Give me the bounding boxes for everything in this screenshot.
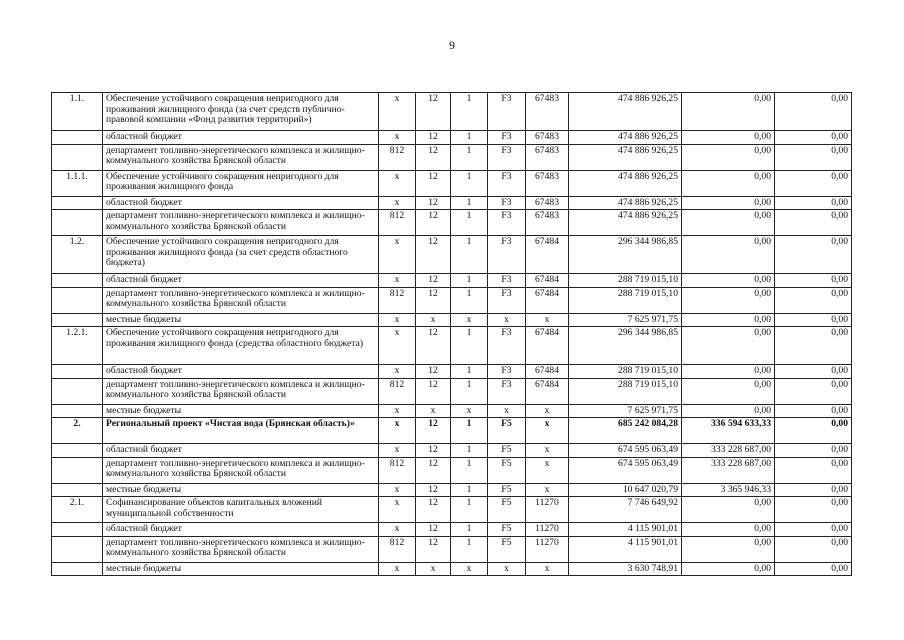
expense-code-cell: 67483 — [526, 144, 569, 170]
expense-code-cell: 67484 — [526, 236, 569, 274]
section-code-cell: 12 — [416, 287, 451, 313]
amount-2-cell: 333 228 687,00 — [682, 444, 775, 458]
row-name-cell: департамент топливно-энергетического комплекса и жилищно-коммунального хозяйства Брянской области — [103, 457, 379, 483]
amount-3-cell: 0,00 — [775, 236, 852, 274]
row-number-cell — [52, 144, 103, 170]
subsection-code-cell: 1 — [451, 365, 488, 379]
row-name-cell: Софинансирование объектов капитальных вложений муниципальной собственности — [103, 497, 379, 523]
amount-1-cell: 685 242 084,28 — [569, 418, 682, 444]
expense-code-cell: 67484 — [526, 274, 569, 288]
amount-1-cell: 288 719 015,10 — [569, 287, 682, 313]
amount-1-cell: 288 719 015,10 — [569, 274, 682, 288]
target-code-cell: F3 — [488, 274, 526, 288]
section-code-cell: 12 — [416, 131, 451, 145]
amount-3-cell: 0,00 — [775, 418, 852, 444]
amount-1-cell: 3 630 748,91 — [569, 562, 682, 576]
amount-3-cell: 0,00 — [775, 274, 852, 288]
amount-2-cell: 333 228 687,00 — [682, 457, 775, 483]
section-code-cell: 12 — [416, 365, 451, 379]
target-code-cell: F3 — [488, 170, 526, 196]
subsection-code-cell: 1 — [451, 523, 488, 537]
row-name-cell: областной бюджет — [103, 365, 379, 379]
target-code-cell: х — [488, 313, 526, 327]
row-number-cell — [52, 444, 103, 458]
row-number-cell — [52, 287, 103, 313]
table-row — [52, 327, 852, 365]
table-row — [52, 313, 852, 327]
subsection-code-cell: 1 — [451, 93, 488, 131]
amount-2-cell: 0,00 — [682, 365, 775, 379]
amount-2-cell: 0,00 — [682, 170, 775, 196]
amount-1-cell: 7 746 649,92 — [569, 497, 682, 523]
row-name-cell: департамент топливно-энергетического комплекса и жилищно-коммунального хозяйства Брянской области — [103, 144, 379, 170]
target-code-cell: F3 — [488, 327, 526, 365]
section-code-cell: 12 — [416, 457, 451, 483]
grbs-code-cell: 812 — [379, 536, 416, 562]
subsection-code-cell: 1 — [451, 497, 488, 523]
row-number-cell — [52, 274, 103, 288]
section-code-cell: х — [416, 404, 451, 418]
subsection-code-cell: 1 — [451, 536, 488, 562]
expense-code-cell: 67484 — [526, 327, 569, 365]
subsection-code-cell: х — [451, 404, 488, 418]
expense-code-cell: 67484 — [526, 378, 569, 404]
amount-2-cell: 0,00 — [682, 287, 775, 313]
subsection-code-cell: 1 — [451, 236, 488, 274]
amount-3-cell: 0,00 — [775, 536, 852, 562]
target-code-cell: F3 — [488, 236, 526, 274]
row-number-cell: 2. — [52, 418, 103, 444]
expense-code-cell: 67483 — [526, 93, 569, 131]
row-name-cell: Обеспечение устойчивого сокращения непригодного для проживания жилищного фонда — [103, 170, 379, 196]
section-code-cell: 12 — [416, 274, 451, 288]
page-number: 9 — [449, 38, 455, 52]
grbs-code-cell: х — [379, 444, 416, 458]
grbs-code-cell: х — [379, 313, 416, 327]
row-name-cell: департамент топливно-энергетического комплекса и жилищно-коммунального хозяйства Брянской области — [103, 210, 379, 236]
subsection-code-cell: х — [451, 562, 488, 576]
row-number-cell — [52, 196, 103, 210]
row-number-cell: 1.1. — [52, 93, 103, 131]
row-name-cell: местные бюджеты — [103, 404, 379, 418]
row-name-cell: Обеспечение устойчивого сокращения непригодного для проживания жилищного фонда (за счет средств публично-правовой компании «Фонд развития территорий») — [103, 93, 379, 131]
subsection-code-cell: 1 — [451, 483, 488, 497]
expense-code-cell: х — [526, 483, 569, 497]
section-code-cell: 12 — [416, 418, 451, 444]
grbs-code-cell: х — [379, 483, 416, 497]
amount-3-cell: 0,00 — [775, 365, 852, 379]
row-number-cell — [52, 131, 103, 145]
row-name-cell: местные бюджеты — [103, 313, 379, 327]
amount-1-cell: 10 647 020,79 — [569, 483, 682, 497]
row-number-cell — [52, 365, 103, 379]
section-code-cell: х — [416, 562, 451, 576]
table-row — [52, 170, 852, 196]
grbs-code-cell: х — [379, 170, 416, 196]
expense-code-cell: 67484 — [526, 287, 569, 313]
target-code-cell: F3 — [488, 144, 526, 170]
row-number-cell — [52, 210, 103, 236]
expense-code-cell: 67483 — [526, 131, 569, 145]
grbs-code-cell: х — [379, 523, 416, 537]
table-row — [52, 418, 852, 444]
grbs-code-cell: х — [379, 365, 416, 379]
section-code-cell: 12 — [416, 170, 451, 196]
table-row — [52, 523, 852, 537]
table-row — [52, 93, 852, 131]
row-name-cell: областной бюджет — [103, 196, 379, 210]
expense-code-cell: 11270 — [526, 523, 569, 537]
amount-1-cell: 296 344 986,85 — [569, 236, 682, 274]
amount-1-cell: 474 886 926,25 — [569, 131, 682, 145]
amount-2-cell: 0,00 — [682, 93, 775, 131]
expense-code-cell: х — [526, 562, 569, 576]
row-name-cell: Обеспечение устойчивого сокращения непригодного для проживания жилищного фонда (средства областного бюджета) — [103, 327, 379, 365]
section-code-cell: 12 — [416, 378, 451, 404]
section-code-cell: 12 — [416, 497, 451, 523]
grbs-code-cell: 812 — [379, 287, 416, 313]
subsection-code-cell: 1 — [451, 196, 488, 210]
row-number-cell — [52, 457, 103, 483]
budget-table — [51, 92, 852, 576]
amount-3-cell: 0,00 — [775, 144, 852, 170]
expense-code-cell: 67484 — [526, 365, 569, 379]
table-row — [52, 196, 852, 210]
section-code-cell: 12 — [416, 93, 451, 131]
table-row — [52, 210, 852, 236]
amount-2-cell: 0,00 — [682, 536, 775, 562]
grbs-code-cell: х — [379, 327, 416, 365]
amount-3-cell: 0,00 — [775, 131, 852, 145]
target-code-cell: х — [488, 562, 526, 576]
row-number-cell: 2.1. — [52, 497, 103, 523]
target-code-cell: F3 — [488, 196, 526, 210]
table-row — [52, 378, 852, 404]
target-code-cell: х — [488, 404, 526, 418]
row-name-cell: местные бюджеты — [103, 562, 379, 576]
amount-3-cell: 0,00 — [775, 313, 852, 327]
amount-1-cell: 474 886 926,25 — [569, 93, 682, 131]
grbs-code-cell: х — [379, 418, 416, 444]
table-row — [52, 144, 852, 170]
amount-3-cell: 0,00 — [775, 523, 852, 537]
row-number-cell — [52, 483, 103, 497]
amount-1-cell: 296 344 986,85 — [569, 327, 682, 365]
grbs-code-cell: 812 — [379, 144, 416, 170]
amount-2-cell: 0,00 — [682, 274, 775, 288]
table-row — [52, 457, 852, 483]
expense-code-cell: х — [526, 313, 569, 327]
expense-code-cell: 11270 — [526, 497, 569, 523]
amount-3-cell: 0,00 — [775, 444, 852, 458]
row-name-cell: областной бюджет — [103, 523, 379, 537]
section-code-cell: 12 — [416, 523, 451, 537]
expense-code-cell: х — [526, 404, 569, 418]
amount-2-cell: 0,00 — [682, 523, 775, 537]
subsection-code-cell: 1 — [451, 274, 488, 288]
row-number-cell: 1.1.1. — [52, 170, 103, 196]
grbs-code-cell: х — [379, 497, 416, 523]
amount-1-cell: 7 625 971,75 — [569, 404, 682, 418]
table-row — [52, 536, 852, 562]
subsection-code-cell: 1 — [451, 170, 488, 196]
amount-1-cell: 288 719 015,10 — [569, 365, 682, 379]
grbs-code-cell: х — [379, 196, 416, 210]
table-row — [52, 131, 852, 145]
subsection-code-cell: 1 — [451, 210, 488, 236]
subsection-code-cell: 1 — [451, 457, 488, 483]
subsection-code-cell: 1 — [451, 287, 488, 313]
section-code-cell: 12 — [416, 236, 451, 274]
row-name-cell: департамент топливно-энергетического комплекса и жилищно-коммунального хозяйства Брянской области — [103, 287, 379, 313]
amount-3-cell: 0,00 — [775, 457, 852, 483]
row-name-cell: областной бюджет — [103, 444, 379, 458]
row-name-cell: местные бюджеты — [103, 483, 379, 497]
row-number-cell — [52, 404, 103, 418]
amount-2-cell: 3 365 946,33 — [682, 483, 775, 497]
row-name-cell: Региональный проект «Чистая вода (Брянская область)» — [103, 418, 379, 444]
amount-3-cell: 0,00 — [775, 378, 852, 404]
table-row — [52, 562, 852, 576]
target-code-cell: F5 — [488, 418, 526, 444]
table-body — [52, 93, 852, 576]
grbs-code-cell: х — [379, 93, 416, 131]
amount-3-cell: 0,00 — [775, 483, 852, 497]
amount-2-cell: 0,00 — [682, 378, 775, 404]
section-code-cell: 12 — [416, 196, 451, 210]
amount-1-cell: 4 115 901,01 — [569, 536, 682, 562]
row-name-cell: областной бюджет — [103, 274, 379, 288]
amount-1-cell: 474 886 926,25 — [569, 210, 682, 236]
subsection-code-cell: х — [451, 313, 488, 327]
row-name-cell: областной бюджет — [103, 131, 379, 145]
row-number-cell — [52, 562, 103, 576]
row-name-cell: Обеспечение устойчивого сокращения непригодного для проживания жилищного фонда (за счет средств областного бюджета) — [103, 236, 379, 274]
subsection-code-cell: 1 — [451, 327, 488, 365]
table-row — [52, 365, 852, 379]
amount-2-cell: 0,00 — [682, 236, 775, 274]
amount-3-cell: 0,00 — [775, 93, 852, 131]
section-code-cell: х — [416, 313, 451, 327]
amount-3-cell: 0,00 — [775, 327, 852, 365]
amount-2-cell: 0,00 — [682, 497, 775, 523]
amount-2-cell: 336 594 633,33 — [682, 418, 775, 444]
target-code-cell: F5 — [488, 444, 526, 458]
subsection-code-cell: 1 — [451, 418, 488, 444]
grbs-code-cell: 812 — [379, 378, 416, 404]
amount-2-cell: 0,00 — [682, 131, 775, 145]
target-code-cell: F5 — [488, 483, 526, 497]
row-number-cell: 1.2.1. — [52, 327, 103, 365]
table-row — [52, 483, 852, 497]
amount-2-cell: 0,00 — [682, 404, 775, 418]
section-code-cell: 12 — [416, 210, 451, 236]
table-row — [52, 444, 852, 458]
section-code-cell: 12 — [416, 483, 451, 497]
amount-2-cell: 0,00 — [682, 210, 775, 236]
row-name-cell: департамент топливно-энергетического комплекса и жилищно-коммунального хозяйства Брянской области — [103, 536, 379, 562]
amount-1-cell: 674 595 063,49 — [569, 444, 682, 458]
expense-code-cell: х — [526, 457, 569, 483]
amount-2-cell: 0,00 — [682, 327, 775, 365]
target-code-cell: F3 — [488, 131, 526, 145]
grbs-code-cell: х — [379, 562, 416, 576]
section-code-cell: 12 — [416, 444, 451, 458]
amount-3-cell: 0,00 — [775, 170, 852, 196]
grbs-code-cell: х — [379, 236, 416, 274]
amount-1-cell: 288 719 015,10 — [569, 378, 682, 404]
table-row — [52, 236, 852, 274]
row-number-cell — [52, 536, 103, 562]
amount-1-cell: 7 625 971,75 — [569, 313, 682, 327]
target-code-cell: F5 — [488, 497, 526, 523]
target-code-cell: F5 — [488, 523, 526, 537]
expense-code-cell: х — [526, 444, 569, 458]
amount-3-cell: 0,00 — [775, 497, 852, 523]
grbs-code-cell: х — [379, 404, 416, 418]
amount-1-cell: 474 886 926,25 — [569, 144, 682, 170]
amount-3-cell: 0,00 — [775, 210, 852, 236]
section-code-cell: 12 — [416, 327, 451, 365]
target-code-cell: F3 — [488, 287, 526, 313]
amount-1-cell: 4 115 901,01 — [569, 523, 682, 537]
amount-3-cell: 0,00 — [775, 404, 852, 418]
amount-2-cell: 0,00 — [682, 562, 775, 576]
row-number-cell — [52, 313, 103, 327]
row-number-cell — [52, 378, 103, 404]
expense-code-cell: 11270 — [526, 536, 569, 562]
row-number-cell: 1.2. — [52, 236, 103, 274]
expense-code-cell: 67483 — [526, 170, 569, 196]
amount-3-cell: 0,00 — [775, 287, 852, 313]
amount-2-cell: 0,00 — [682, 313, 775, 327]
table-row — [52, 287, 852, 313]
table-row — [52, 404, 852, 418]
target-code-cell: F3 — [488, 378, 526, 404]
target-code-cell: F3 — [488, 93, 526, 131]
expense-code-cell: х — [526, 418, 569, 444]
amount-1-cell: 674 595 063,49 — [569, 457, 682, 483]
subsection-code-cell: 1 — [451, 378, 488, 404]
section-code-cell: 12 — [416, 536, 451, 562]
subsection-code-cell: 1 — [451, 131, 488, 145]
row-number-cell — [52, 523, 103, 537]
amount-1-cell: 474 886 926,25 — [569, 170, 682, 196]
target-code-cell: F3 — [488, 210, 526, 236]
target-code-cell: F5 — [488, 536, 526, 562]
target-code-cell: F5 — [488, 457, 526, 483]
table-row — [52, 497, 852, 523]
amount-3-cell: 0,00 — [775, 196, 852, 210]
amount-2-cell: 0,00 — [682, 196, 775, 210]
amount-2-cell: 0,00 — [682, 144, 775, 170]
amount-1-cell: 474 886 926,25 — [569, 196, 682, 210]
grbs-code-cell: 812 — [379, 210, 416, 236]
expense-code-cell: 67483 — [526, 196, 569, 210]
subsection-code-cell: 1 — [451, 144, 488, 170]
amount-3-cell: 0,00 — [775, 562, 852, 576]
grbs-code-cell: х — [379, 131, 416, 145]
subsection-code-cell: 1 — [451, 444, 488, 458]
grbs-code-cell: 812 — [379, 457, 416, 483]
table-row — [52, 274, 852, 288]
grbs-code-cell: х — [379, 274, 416, 288]
target-code-cell: F3 — [488, 365, 526, 379]
section-code-cell: 12 — [416, 144, 451, 170]
row-name-cell: департамент топливно-энергетического комплекса и жилищно-коммунального хозяйства Брянской области — [103, 378, 379, 404]
expense-code-cell: 67483 — [526, 210, 569, 236]
